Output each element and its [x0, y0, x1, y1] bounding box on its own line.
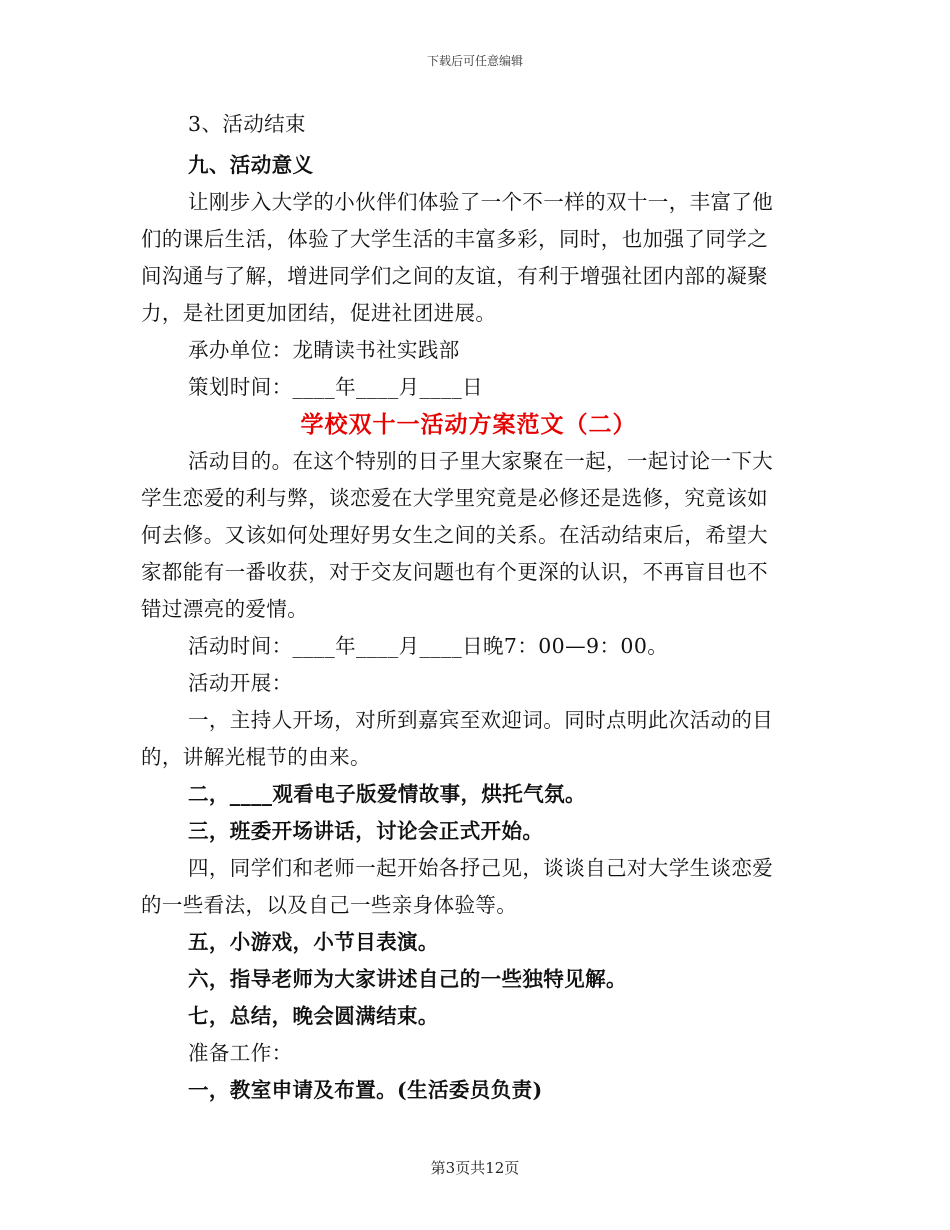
section-heading: 九、活动意义 — [188, 153, 314, 177]
paragraph-line: 承办单位：龙睛读书社实践部 — [188, 338, 460, 362]
paragraph-line: 一，主持人开场，对所到嘉宾至欢迎词。同时点明此次活动的目 — [188, 708, 774, 732]
paragraph-line: 家都能有一番收获，对于交友问题也有个更深的认识，不再盲目也不 — [141, 560, 768, 584]
paragraph-line: 们的课后生活，体验了大学生活的丰富多彩，同时，也加强了同学之 — [141, 227, 768, 251]
paragraph-line: 活动开展： — [188, 671, 293, 695]
paragraph-line: 何去修。又该如何处理好男女生之间的关系。在活动结束后，希望大 — [141, 523, 768, 547]
paragraph-line: 四，同学们和老师一起开始各抒己见，谈谈自己对大学生谈恋爱 — [188, 856, 774, 880]
paragraph-line: 力，是社团更加团结，促进社团进展。 — [141, 301, 497, 325]
page-footer: 第3页共12页 — [430, 1159, 520, 1177]
document-title: 学校双十一活动方案范文（二） — [300, 411, 637, 438]
paragraph-line: 策划时间：____年____月____日 — [188, 375, 483, 399]
list-item-bold: 二，____观看电子版爱情故事，烘托气氛。 — [188, 782, 586, 806]
paragraph-line: 错过漂亮的爱情。 — [141, 597, 309, 621]
page-header: 下载后可任意编辑 — [426, 54, 523, 68]
list-item-bold: 七，总结，晚会圆满结束。 — [188, 1004, 439, 1028]
list-item-bold: 五，小游戏，小节目表演。 — [188, 930, 439, 954]
paragraph-line: 的一些看法，以及自己一些亲身体验等。 — [141, 893, 518, 917]
paragraph-line: 的，讲解光棍节的由来。 — [141, 745, 371, 769]
document-body — [141, 106, 796, 1109]
paragraph-line: 让刚步入大学的小伙伴们体验了一个不一样的双十一，丰富了他 — [188, 190, 774, 214]
list-item-bold: 六，指导老师为大家讲述自己的一些独特见解。 — [188, 967, 627, 991]
paragraph-line: 活动目的。在这个特别的日子里大家聚在一起，一起讨论一下大 — [188, 449, 774, 473]
paragraph-line: 活动时间：____年____月____日晚7：00—9：00。 — [188, 634, 669, 658]
paragraph-line: 学生恋爱的利与弊，谈恋爱在大学里究竟是必修还是选修，究竟该如 — [141, 486, 768, 510]
paragraph-line: 间沟通与了解，增进同学们之间的友谊，有利于增强社团内部的凝聚 — [141, 264, 768, 288]
list-item-bold: 一，教室申请及布置。(生活委员负责) — [188, 1078, 543, 1102]
paragraph-line: 准备工作： — [188, 1041, 293, 1065]
list-item-bold: 三，班委开场讲话，讨论会正式开始。 — [188, 819, 544, 843]
paragraph-line: 3、活动结束 — [188, 112, 306, 136]
